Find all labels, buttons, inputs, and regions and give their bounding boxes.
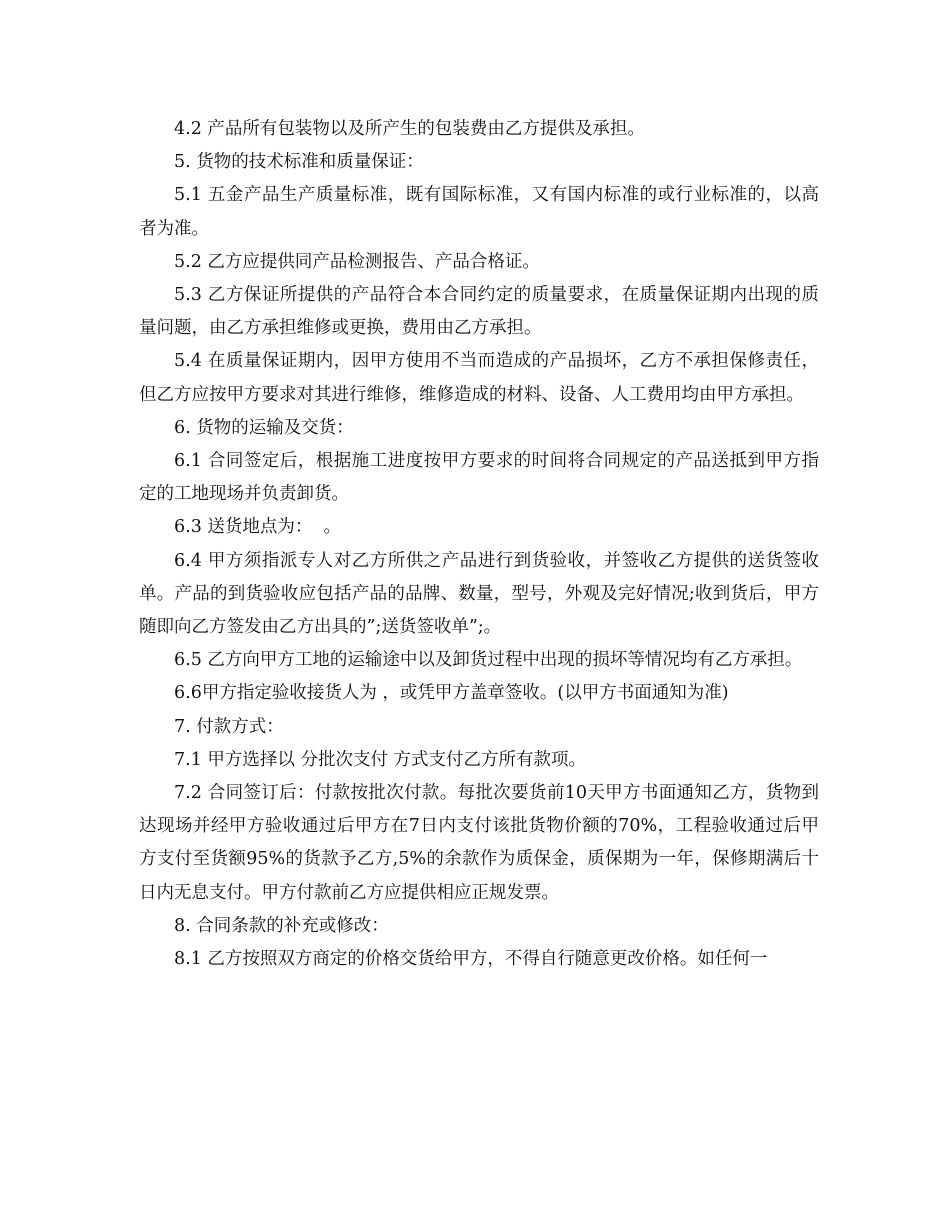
paragraph-5-heading: 5. 货物的技术标准和质量保证：	[174, 152, 424, 173]
paragraph-6-1: 6.1 合同签定后，根据施工进度按甲方要求的时间将合同规定的产品送抵到甲方指定的工地现场并负责卸货。	[139, 451, 819, 505]
paragraph-5-1: 5.1 五金产品生产质量标准，既有国际标准，又有国内标准的或行业标准的，以高者为准。	[139, 185, 819, 239]
paragraph-5-4: 5.4 在质量保证期内，因甲方使用不当而造成的产品损坏，乙方不承担保修责任，但乙方应按甲方要求对其进行维修，维修造成的材料、设备、人工费用均由甲方承担。	[139, 351, 819, 405]
paragraph-6-3: 6.3 送货地点为： 。	[174, 517, 342, 538]
paragraph-5-3: 5.3 乙方保证所提供的产品符合本合同约定的质量要求，在质量保证期内出现的质量问题，由乙方承担维修或更换，费用由乙方承担。	[139, 285, 819, 339]
paragraph-7-heading: 7. 付款方式：	[174, 716, 284, 737]
document-body	[139, 113, 819, 976]
paragraph-4-2: 4.2 产品所有包装物以及所产生的包装费由乙方提供及承担。	[174, 119, 645, 139]
paragraph-5-2: 5.2 乙方应提供同产品检测报告、产品合格证。	[174, 251, 540, 272]
paragraph-6-6: 6.6甲方指定验收接货人为 ，或凭甲方盖章签收。(以甲方书面通知为准)	[174, 683, 729, 704]
paragraph-6-4: 6.4 甲方须指派专人对乙方所供之产品进行到货验收，并签收乙方提供的送货签收单。产品的到货验收应包括产品的品牌、数量，型号，外观及完好情况;收到货后，甲方随即向乙方签发由乙方出具的”;送货签收单”;。	[139, 550, 819, 638]
paragraph-7-1: 7.1 甲方选择以 分批次支付 方式支付乙方所有款项。	[174, 749, 587, 770]
paragraph-8-heading: 8. 合同条款的补充或修改：	[174, 915, 389, 936]
paragraph-7-2: 7.2 合同签订后：付款按批次付款。每批次要货前10天甲方书面通知乙方，货物到达现场并经甲方验收通过后甲方在7日内支付该批货物价额的70%，工程验收通过后甲方支付至货额95%的货款予乙方,5%的余款作为质保金，质保期为一年，保修期满后十日内无息支付。甲方付款前乙方应提供相应正规发票。	[139, 783, 819, 903]
paragraph-6-heading: 6. 货物的运输及交货：	[174, 417, 354, 438]
paragraph-6-5: 6.5 乙方向甲方工地的运输途中以及卸货过程中出现的损坏等情况均有乙方承担。	[174, 650, 803, 671]
paragraph-8-1: 8.1 乙方按照双方商定的价格交货给甲方，不得自行随意更改价格。如任何一	[174, 949, 768, 970]
